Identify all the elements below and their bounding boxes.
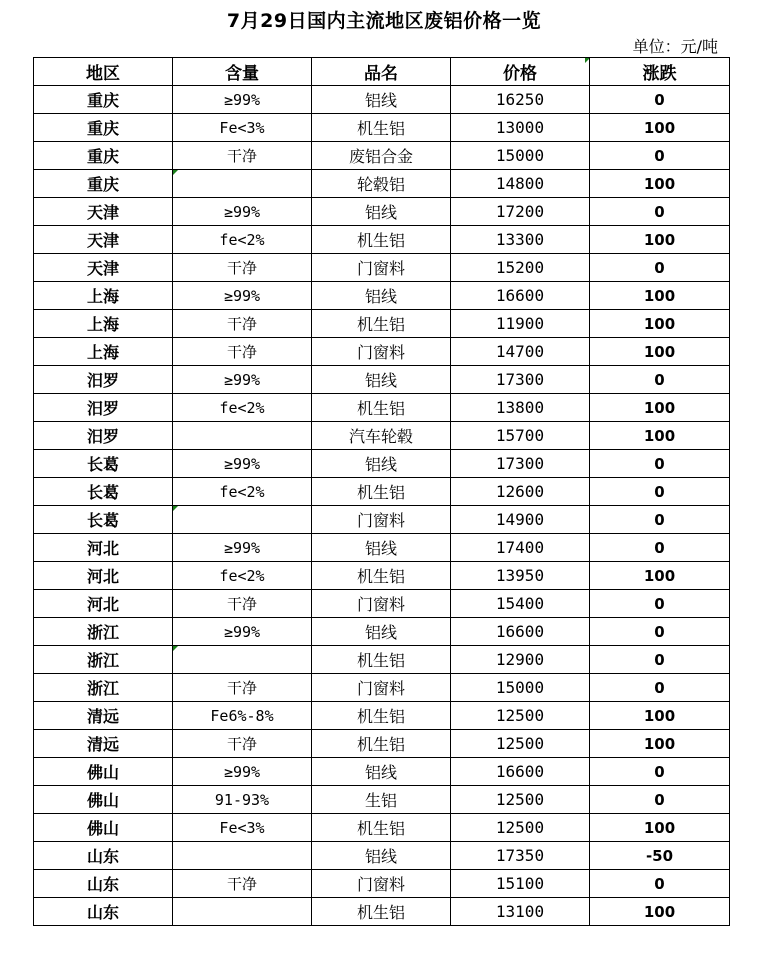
price-table	[33, 57, 730, 926]
table-row	[34, 338, 730, 366]
product-cell: 机生铝	[312, 898, 451, 926]
price-cell: 17400	[451, 534, 590, 562]
table-row	[34, 870, 730, 898]
table-row	[34, 786, 730, 814]
region-cell: 山东	[34, 898, 173, 926]
product-cell: 铝线	[312, 450, 451, 478]
spec-cell: 干净	[173, 870, 312, 898]
price-cell: 16250	[451, 86, 590, 114]
product-cell: 门窗料	[312, 338, 451, 366]
price-cell: 12500	[451, 730, 590, 758]
table-row	[34, 366, 730, 394]
change-cell: 0	[590, 450, 730, 478]
region-cell: 重庆	[34, 114, 173, 142]
price-cell: 15700	[451, 422, 590, 450]
change-cell: 0	[590, 366, 730, 394]
table-row	[34, 814, 730, 842]
table-row	[34, 478, 730, 506]
spec-cell: 干净	[173, 590, 312, 618]
spec-cell: ≥99%	[173, 618, 312, 646]
product-cell: 门窗料	[312, 590, 451, 618]
price-cell: 15000	[451, 142, 590, 170]
table-row	[34, 198, 730, 226]
product-cell: 门窗料	[312, 674, 451, 702]
price-cell: 13300	[451, 226, 590, 254]
header-change: 涨跌	[590, 58, 730, 86]
product-cell: 机生铝	[312, 562, 451, 590]
spec-cell: 干净	[173, 674, 312, 702]
price-cell: 11900	[451, 310, 590, 338]
spec-cell	[173, 170, 312, 198]
product-cell: 机生铝	[312, 226, 451, 254]
price-cell: 14900	[451, 506, 590, 534]
table-row	[34, 646, 730, 674]
region-cell: 山东	[34, 842, 173, 870]
spec-cell	[173, 898, 312, 926]
table-row	[34, 590, 730, 618]
change-cell: 0	[590, 870, 730, 898]
price-cell: 16600	[451, 758, 590, 786]
change-cell: 0	[590, 198, 730, 226]
page-title: 7月29日国内主流地区废铝价格一览	[226, 10, 542, 32]
table-row	[34, 506, 730, 534]
product-cell: 机生铝	[312, 394, 451, 422]
region-cell: 佛山	[34, 786, 173, 814]
region-cell: 河北	[34, 534, 173, 562]
table-row	[34, 758, 730, 786]
price-cell: 12900	[451, 646, 590, 674]
spec-cell: Fe<3%	[173, 114, 312, 142]
change-cell: 0	[590, 590, 730, 618]
table-row	[34, 534, 730, 562]
price-cell: 17350	[451, 842, 590, 870]
region-cell: 佛山	[34, 758, 173, 786]
price-cell: 13000	[451, 114, 590, 142]
product-cell: 机生铝	[312, 478, 451, 506]
price-cell: 17300	[451, 450, 590, 478]
price-cell: 15400	[451, 590, 590, 618]
change-cell: 100	[590, 310, 730, 338]
spec-cell: ≥99%	[173, 534, 312, 562]
region-cell: 天津	[34, 226, 173, 254]
change-cell: 100	[590, 170, 730, 198]
product-cell: 机生铝	[312, 814, 451, 842]
region-cell: 浙江	[34, 674, 173, 702]
unit-label: 单位：元/吨	[632, 37, 718, 56]
region-cell: 汨罗	[34, 394, 173, 422]
product-cell: 机生铝	[312, 730, 451, 758]
product-cell: 铝线	[312, 842, 451, 870]
table-row	[34, 898, 730, 926]
price-cell: 13950	[451, 562, 590, 590]
region-cell: 汨罗	[34, 366, 173, 394]
region-cell: 天津	[34, 254, 173, 282]
change-cell: 100	[590, 114, 730, 142]
change-cell: 0	[590, 254, 730, 282]
price-cell: 12500	[451, 786, 590, 814]
region-cell: 河北	[34, 562, 173, 590]
spec-cell: fe<2%	[173, 562, 312, 590]
product-cell: 铝线	[312, 366, 451, 394]
spec-cell: ≥99%	[173, 86, 312, 114]
region-cell: 重庆	[34, 170, 173, 198]
price-cell: 12500	[451, 814, 590, 842]
change-cell: 100	[590, 898, 730, 926]
price-cell: 13800	[451, 394, 590, 422]
price-cell: 15100	[451, 870, 590, 898]
region-cell: 长葛	[34, 450, 173, 478]
product-cell: 门窗料	[312, 254, 451, 282]
price-cell: 16600	[451, 618, 590, 646]
change-cell: 100	[590, 422, 730, 450]
region-cell: 河北	[34, 590, 173, 618]
change-cell: 0	[590, 618, 730, 646]
spec-cell: 91-93%	[173, 786, 312, 814]
change-cell: 100	[590, 394, 730, 422]
region-cell: 佛山	[34, 814, 173, 842]
table-row	[34, 226, 730, 254]
price-cell: 15200	[451, 254, 590, 282]
spec-cell: ≥99%	[173, 366, 312, 394]
product-cell: 铝线	[312, 534, 451, 562]
change-cell: 100	[590, 338, 730, 366]
table-row	[34, 254, 730, 282]
product-cell: 生铝	[312, 786, 451, 814]
spec-cell: ≥99%	[173, 282, 312, 310]
price-cell: 13100	[451, 898, 590, 926]
product-cell: 门窗料	[312, 870, 451, 898]
spec-cell: fe<2%	[173, 226, 312, 254]
table-row	[34, 702, 730, 730]
spec-cell: fe<2%	[173, 478, 312, 506]
price-cell: 17200	[451, 198, 590, 226]
table-row	[34, 674, 730, 702]
product-cell: 机生铝	[312, 702, 451, 730]
change-cell: 100	[590, 226, 730, 254]
change-cell: 0	[590, 478, 730, 506]
spec-cell: ≥99%	[173, 450, 312, 478]
change-cell: 0	[590, 534, 730, 562]
price-cell: 12600	[451, 478, 590, 506]
cell-comment-marker	[173, 506, 178, 511]
region-cell: 清远	[34, 702, 173, 730]
price-cell: 17300	[451, 366, 590, 394]
change-cell: 0	[590, 86, 730, 114]
spec-cell	[173, 646, 312, 674]
header-product: 品名	[312, 58, 451, 86]
price-cell: 16600	[451, 282, 590, 310]
spec-cell	[173, 506, 312, 534]
product-cell: 铝线	[312, 282, 451, 310]
price-cell: 14800	[451, 170, 590, 198]
change-cell: 0	[590, 646, 730, 674]
product-cell: 门窗料	[312, 506, 451, 534]
product-cell: 汽车轮毂	[312, 422, 451, 450]
product-cell: 机生铝	[312, 646, 451, 674]
region-cell: 天津	[34, 198, 173, 226]
region-cell: 上海	[34, 338, 173, 366]
region-cell: 上海	[34, 282, 173, 310]
header-spec: 含量	[173, 58, 312, 86]
spec-cell: 干净	[173, 254, 312, 282]
spec-cell: 干净	[173, 142, 312, 170]
spec-cell: 干净	[173, 730, 312, 758]
header-region: 地区	[34, 58, 173, 86]
region-cell: 重庆	[34, 86, 173, 114]
region-cell: 汨罗	[34, 422, 173, 450]
spec-cell: ≥99%	[173, 758, 312, 786]
table-row	[34, 730, 730, 758]
change-cell: 100	[590, 814, 730, 842]
region-cell: 浙江	[34, 618, 173, 646]
region-cell: 上海	[34, 310, 173, 338]
product-cell: 轮毂铝	[312, 170, 451, 198]
change-cell: 100	[590, 282, 730, 310]
product-cell: 机生铝	[312, 310, 451, 338]
price-cell: 14700	[451, 338, 590, 366]
table-row	[34, 422, 730, 450]
change-cell: -50	[590, 842, 730, 870]
table-row	[34, 282, 730, 310]
table-row	[34, 114, 730, 142]
region-cell: 重庆	[34, 142, 173, 170]
table-row	[34, 450, 730, 478]
price-cell: 12500	[451, 702, 590, 730]
spec-cell	[173, 842, 312, 870]
spec-cell: fe<2%	[173, 394, 312, 422]
region-cell: 浙江	[34, 646, 173, 674]
product-cell: 铝线	[312, 198, 451, 226]
spec-cell: 干净	[173, 310, 312, 338]
product-cell: 铝线	[312, 86, 451, 114]
spec-cell: 干净	[173, 338, 312, 366]
cell-comment-marker	[173, 170, 178, 175]
table-row	[34, 310, 730, 338]
table-row	[34, 618, 730, 646]
change-cell: 0	[590, 142, 730, 170]
table-row	[34, 842, 730, 870]
table-row	[34, 142, 730, 170]
table-header-row	[34, 58, 730, 86]
change-cell: 100	[590, 702, 730, 730]
spec-cell: Fe6%-8%	[173, 702, 312, 730]
change-cell: 0	[590, 786, 730, 814]
cell-comment-marker	[173, 646, 178, 651]
region-cell: 长葛	[34, 478, 173, 506]
spec-cell	[173, 422, 312, 450]
table-row	[34, 562, 730, 590]
region-cell: 清远	[34, 730, 173, 758]
spec-cell: ≥99%	[173, 198, 312, 226]
change-cell: 100	[590, 562, 730, 590]
table-row	[34, 394, 730, 422]
product-cell: 废铝合金	[312, 142, 451, 170]
price-cell: 15000	[451, 674, 590, 702]
table-body	[34, 86, 730, 926]
product-cell: 铝线	[312, 618, 451, 646]
product-cell: 机生铝	[312, 114, 451, 142]
change-cell: 100	[590, 730, 730, 758]
change-cell: 0	[590, 758, 730, 786]
change-cell: 0	[590, 506, 730, 534]
region-cell: 山东	[34, 870, 173, 898]
region-cell: 长葛	[34, 506, 173, 534]
table-row	[34, 86, 730, 114]
table-row	[34, 170, 730, 198]
product-cell: 铝线	[312, 758, 451, 786]
change-cell: 0	[590, 674, 730, 702]
header-price: 价格	[451, 58, 590, 86]
spec-cell: Fe<3%	[173, 814, 312, 842]
